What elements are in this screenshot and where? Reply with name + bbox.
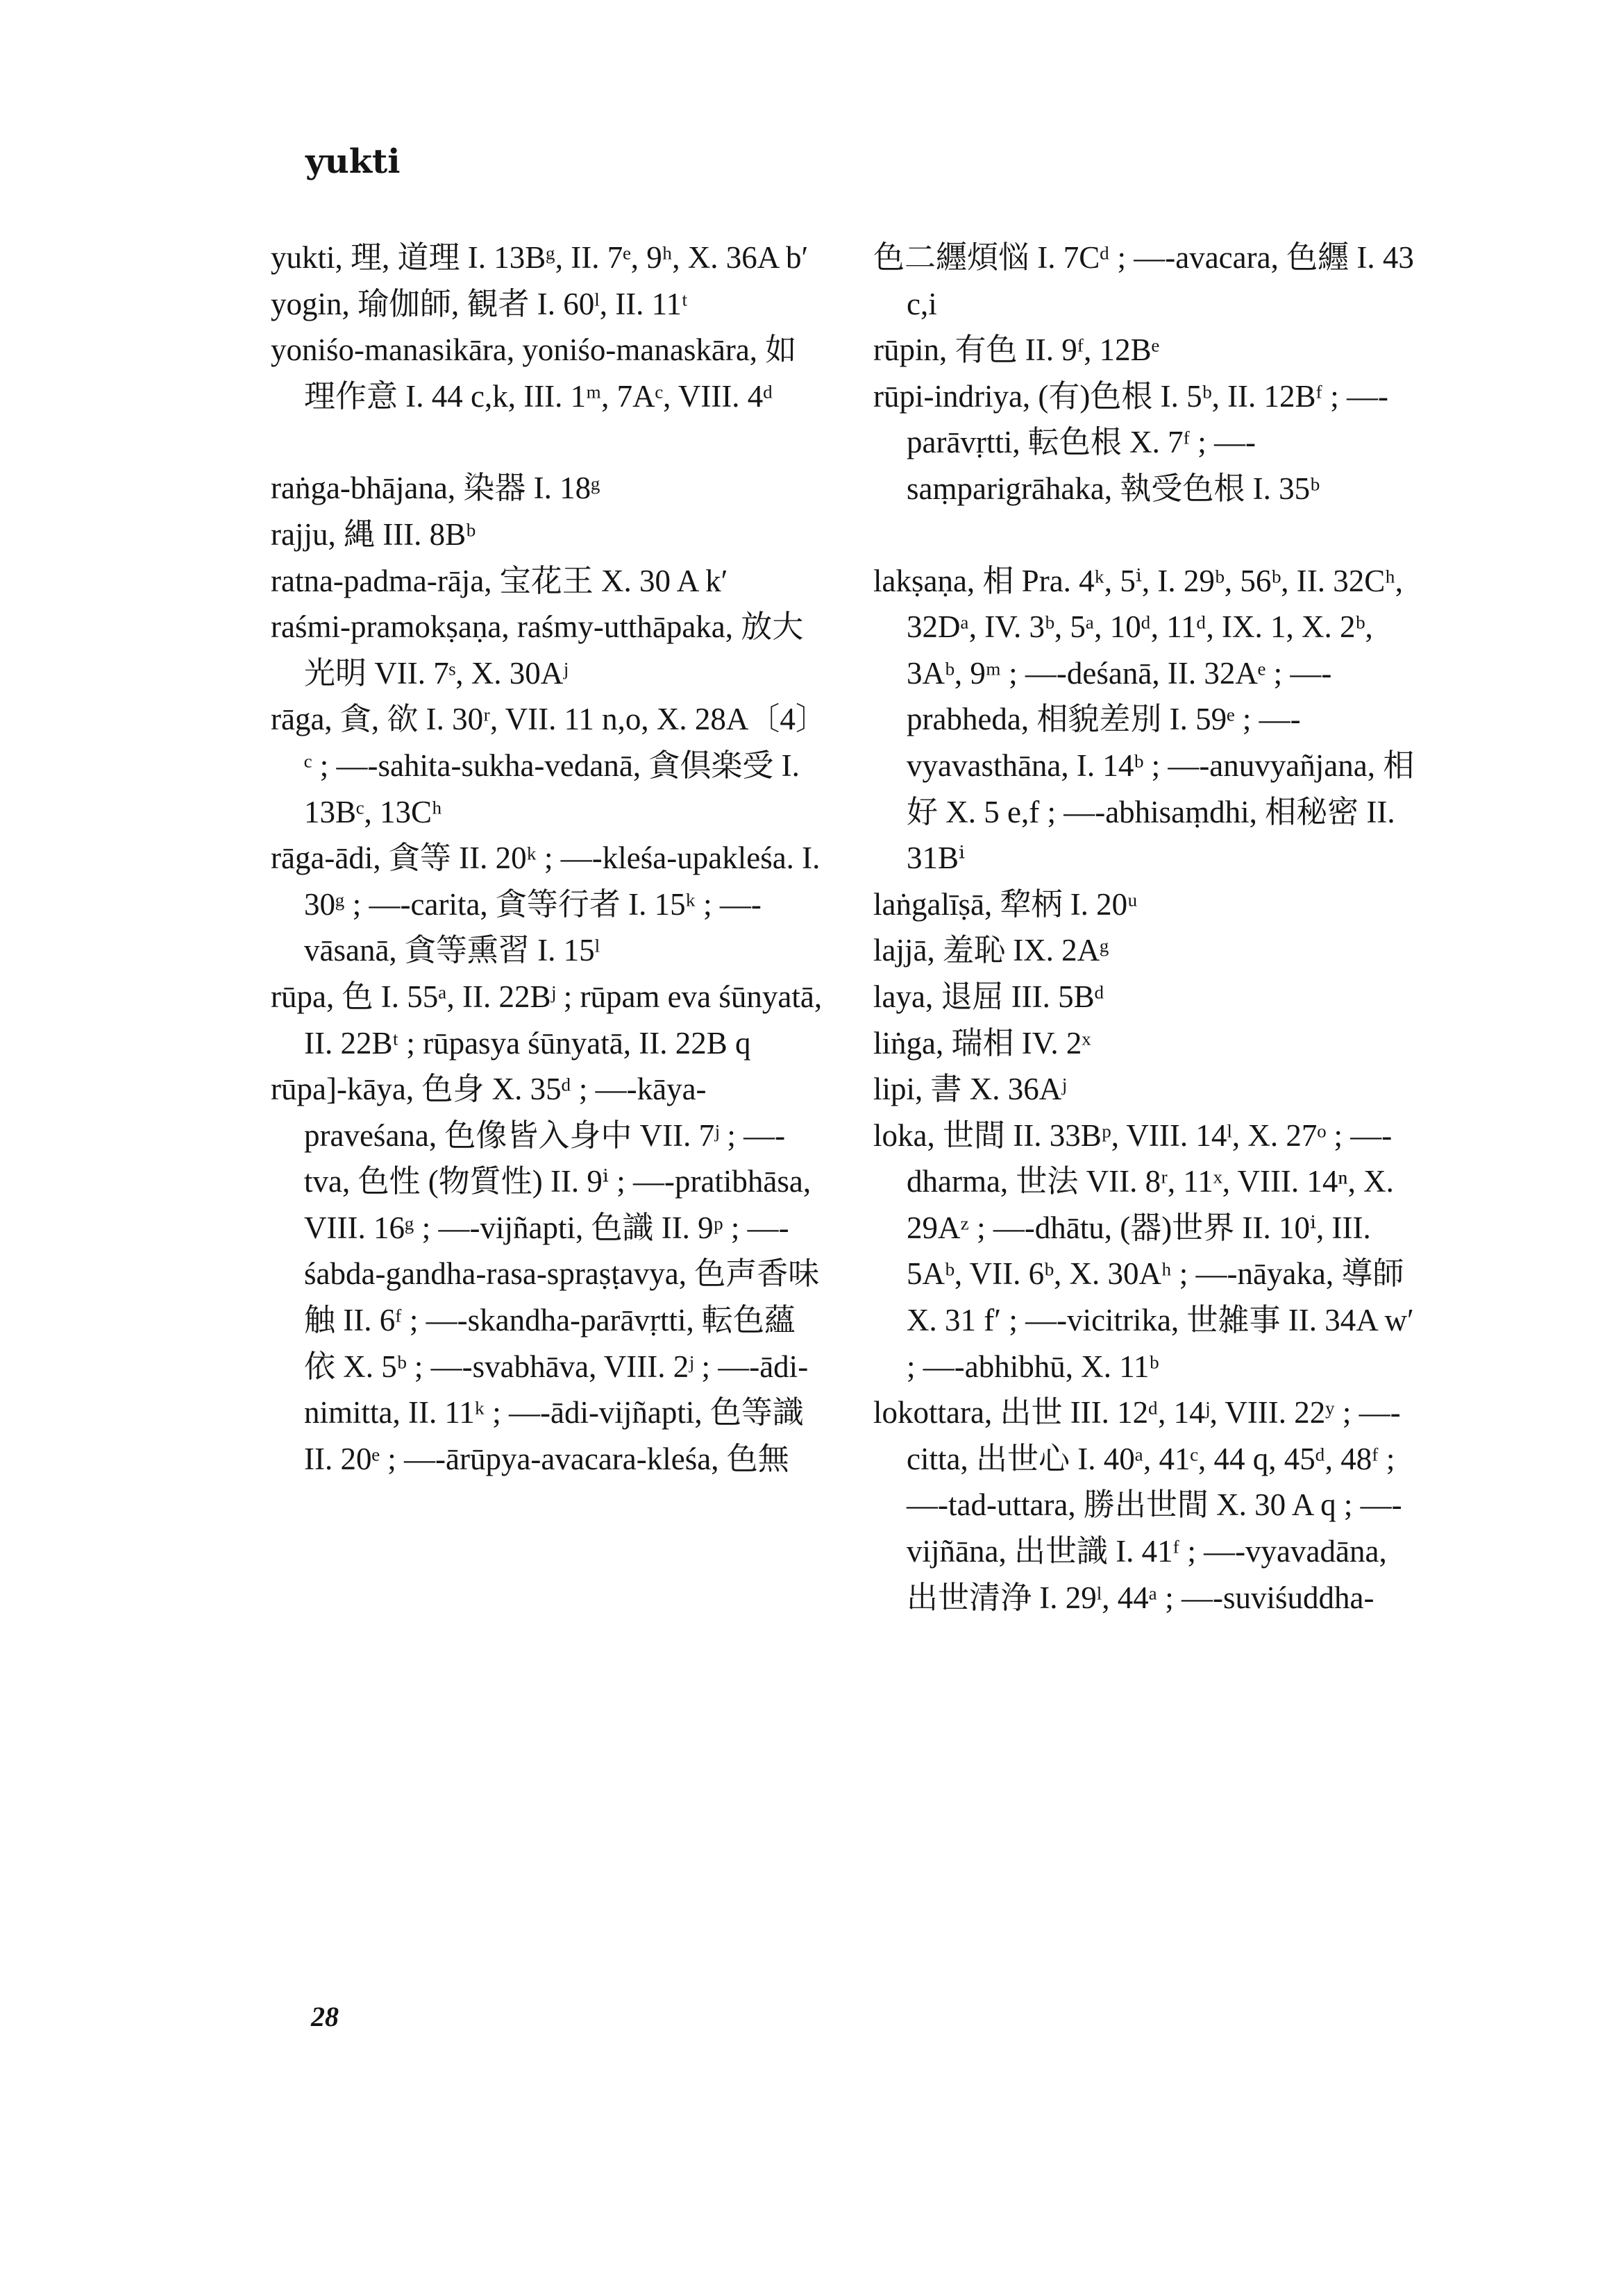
- index-entry: laya, 退屈 III. 5Bᵈ: [873, 979, 1104, 1014]
- index-entry: liṅga, 瑞相 IV. 2ˣ: [873, 1025, 1091, 1061]
- index-entry: laṅgalīṣā, 犂柄 I. 20ᵘ: [873, 886, 1138, 922]
- index-entry: lipi, 書 X. 36Aʲ: [873, 1072, 1067, 1107]
- index-entry: 色二纒煩悩 I. 7Cᵈ ; —-avacara, 色纒 I. 43 c,i: [873, 240, 1414, 321]
- index-entry: lokottara, 出世 III. 12ᵈ, 14ʲ, VIII. 22ʸ ; —-citta, 出世心 I. 40ᵃ, 41ᶜ, 44 q, 45ᵈ, 48ᶠ ; —-tad-uttara, 勝出世間 X. 30 A q ; —-vijñāna, 出世識 I. 41ᶠ ; —-vyavadāna, 出世清浄 I. 29ˡ, 44ᵃ ; —-suviśuddha-: [873, 1395, 1402, 1615]
- index-entry: yukti, 理, 道理 I. 13Bᵍ, II. 7ᵉ, 9ʰ, X. 36A b′: [271, 240, 809, 275]
- index-entry: rūpi-indriya, (有)色根 I. 5ᵇ, II. 12Bᶠ ; —-parāvṛtti, 転色根 X. 7ᶠ ; —-saṃparigrāhaka, 執受色根 I. 35ᵇ: [873, 378, 1388, 506]
- index-entry: lakṣaṇa, 相 Pra. 4ᵏ, 5ⁱ, I. 29ᵇ, 56ᵇ, II. 32Cʰ, 32Dᵃ, IV. 3ᵇ, 5ᵃ, 10ᵈ, 11ᵈ, IX. 1, X. 2ᵇ, 3Aᵇ, 9ᵐ ; —-deśanā, II. 32Aᵉ ; —-prabheda, 相貌差別 I. 59ᵉ ; —-vyavasthāna, I. 14ᵇ ; —-anuvyañjana, 相好 X. 5 e,f ; —-abhisaṃdhi, 相秘密 II. 31Bⁱ: [873, 563, 1415, 876]
- index-entry: loka, 世間 II. 33Bᵖ, VIII. 14ˡ, X. 27ᵒ ; —-dharma, 世法 VII. 8ʳ, 11ˣ, VIII. 14ⁿ, X. 29Aᶻ ; —-dhātu, (器)世界 II. 10ⁱ, III. 5Aᵇ, VII. 6ᵇ, X. 30Aʰ ; —-nāyaka, 導師 X. 31 f′ ; —-vicitrika, 世雑事 II. 34A w′ ; —-abhibhū, X. 11ᵇ: [873, 1117, 1414, 1384]
- section-gap: [271, 419, 826, 465]
- index-entry: raśmi-pramokṣaṇa, raśmy-utthāpaka, 放大光明 VII. 7ˢ, X. 30Aʲ: [271, 609, 804, 691]
- running-head: yukti: [305, 142, 401, 181]
- index-entry: yoniśo-manasikāra, yoniśo-manaskāra, 如理作意 I. 44 c,k, III. 1ᵐ, 7Aᶜ, VIII. 4ᵈ: [271, 332, 797, 414]
- index-entry: rūpa]-kāya, 色身 X. 35ᵈ ; —-kāya-praveśana, 色像皆入身中 VII. 7ʲ ; —-tva, 色性 (物質性) II. 9ⁱ ; —-pratibhāsa, VIII. 16ᵍ ; —-vijñapti, 色識 II. 9ᵖ ; —-śabda-gandha-rasa-spraṣṭavya, 色声香味触 II. 6ᶠ ; —-skandha-parāvṛtti, 転色蘊依 X. 5ᵇ ; —-svabhāva, VIII. 2ʲ ; —-ādi-nimitta, II. 11ᵏ ; —-ādi-vijñapti, 色等識 II. 20ᵉ ; —-ārūpya-avacara-kleśa, 色無: [271, 1072, 820, 1476]
- page-number: 28: [311, 2001, 339, 2032]
- index-entry: lajjā, 羞恥 IX. 2Aᵍ: [873, 933, 1109, 968]
- index-entry: rāga, 貪, 欲 I. 30ʳ, VII. 11 n,o, X. 28A〔4〕ᶜ ; —-sahita-sukha-vedanā, 貪倶楽受 I. 13Bᶜ, 13Cʰ: [271, 702, 812, 829]
- index-entry: rūpin, 有色 II. 9ᶠ, 12Bᵉ: [873, 332, 1160, 368]
- index-entry: rajju, 縄 III. 8Bᵇ: [271, 516, 476, 552]
- section-gap: [873, 512, 1422, 558]
- index-entry: raṅga-bhājana, 染器 I. 18ᵍ: [271, 471, 600, 506]
- left-column: [271, 235, 826, 1482]
- index-entry: rāga-ādi, 貪等 II. 20ᵏ ; —-kleśa-upakleśa. I. 30ᵍ ; —-carita, 貪等行者 I. 15ᵏ ; —-vāsanā, 貪等熏習 I. 15ˡ: [271, 841, 821, 968]
- right-column: [873, 235, 1422, 1621]
- index-entry: ratna-padma-rāja, 宝花王 X. 30 A k′: [271, 563, 728, 598]
- index-entry: rūpa, 色 I. 55ᵃ, II. 22Bʲ ; rūpam eva śūnyatā, II. 22Bᵗ ; rūpasya śūnyatā, II. 22B q: [271, 979, 823, 1061]
- index-entry: yogin, 瑜伽師, 観者 I. 60ˡ, II. 11ᵗ: [271, 286, 688, 321]
